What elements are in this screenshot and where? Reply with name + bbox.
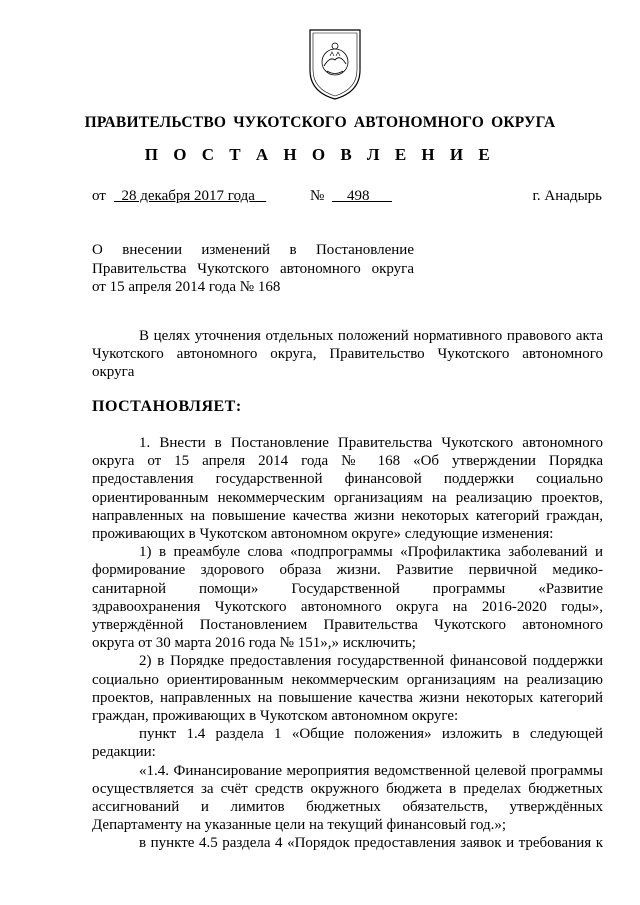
body-line: осуществляется за счёт средств окружного бюджета в пределах бюджетных xyxy=(92,780,603,797)
coat-of-arms-emblem xyxy=(306,26,364,102)
body-line: редакции: xyxy=(92,744,156,761)
body-line: 2) в Порядке предоставления государственной финансовой поддержки xyxy=(139,653,603,670)
preamble-line: Чукотского автономного округа, Правительство Чукотского автономного xyxy=(92,346,603,363)
body-line: «1.4. Финансирование мероприятия ведомственной целевой программы xyxy=(139,762,603,779)
document-number xyxy=(332,188,392,205)
document-date xyxy=(114,188,266,205)
body-line: в пункте 4.5 раздела 4 «Порядок предоставления заявок и требования к xyxy=(139,835,603,852)
body-line: здравоохранения Чукотского автономного округа на 2016-2020 годы», xyxy=(92,598,603,615)
body-line: округа от 15 апреля 2014 года № 168 «Об утверждении Порядка xyxy=(92,453,603,470)
document-number-text: 498 xyxy=(347,188,370,204)
document-subject xyxy=(92,241,414,297)
government-title: ПРАВИТЕЛЬСТВО ЧУКОТСКОГО АВТОНОМНОГО ОКРУГА xyxy=(84,114,556,131)
body-line: формирование здорового образа жизни. Развитие первичной медико- xyxy=(92,562,603,579)
body-line: Департаменту на указанные цели на текущий финансовый год.»; xyxy=(92,817,506,834)
preamble-line: округа xyxy=(92,364,135,381)
body-line: проживающих в Чукотском автономном округе» следующие изменения: xyxy=(92,526,554,543)
body-line: округа от 30 марта 2016 года № 151»,» исключить; xyxy=(92,635,416,652)
subject-line: О внесении изменений в Постановление xyxy=(92,242,414,258)
decree-heading: ПОСТАНОВЛЯЕТ: xyxy=(92,398,242,415)
body-line: 1. Внести в Постановление Правительства Чукотского автономного xyxy=(139,435,603,451)
from-label: от xyxy=(92,188,106,204)
document-type: П О С Т А Н О В Л Е Н И Е xyxy=(144,145,496,164)
body-line: направленных на повышение качества жизни некоторых категорий граждан, xyxy=(92,507,603,524)
preamble-line: В целях уточнения отдельных положений нормативного правового акта xyxy=(139,328,603,344)
body-line: 1) в преамбуле слова «подпрограммы «Профилактика заболеваний и xyxy=(139,544,603,561)
document-date-text: 28 декабря 2017 года xyxy=(121,188,255,204)
subject-line: Правительства Чукотского автономного округа xyxy=(92,260,414,277)
body-line: проектов, направленных на повышение качества жизни некоторых категорий xyxy=(92,689,603,706)
document-meta xyxy=(92,188,602,210)
city: г. Анадырь xyxy=(532,188,602,204)
body-line: утверждённой Постановлением Правительства Чукотского автономного xyxy=(92,617,603,634)
body-line: санитарной помощи» Государственной программы «Развитие xyxy=(92,580,603,597)
body-line: социально ориентированным некоммерческим организациям на реализацию xyxy=(92,671,603,688)
body-line: ассигнований и лимитов бюджетных обязательств, утверждённых xyxy=(92,799,603,816)
body-line: пункт 1.4 раздела 1 «Общие положения» изложить в следующей xyxy=(139,726,603,743)
number-label: № xyxy=(310,188,325,204)
subject-line: от 15 апреля 2014 года № 168 xyxy=(92,279,281,295)
body-line: предоставления государственной финансовой поддержки социально xyxy=(92,471,603,488)
document-body xyxy=(92,434,603,853)
preamble xyxy=(92,327,603,382)
body-line: ориентированным некоммерческим организациям на реализацию проектов, xyxy=(92,489,603,506)
body-line: граждан, проживающих в Чукотском автономном округе: xyxy=(92,708,459,725)
